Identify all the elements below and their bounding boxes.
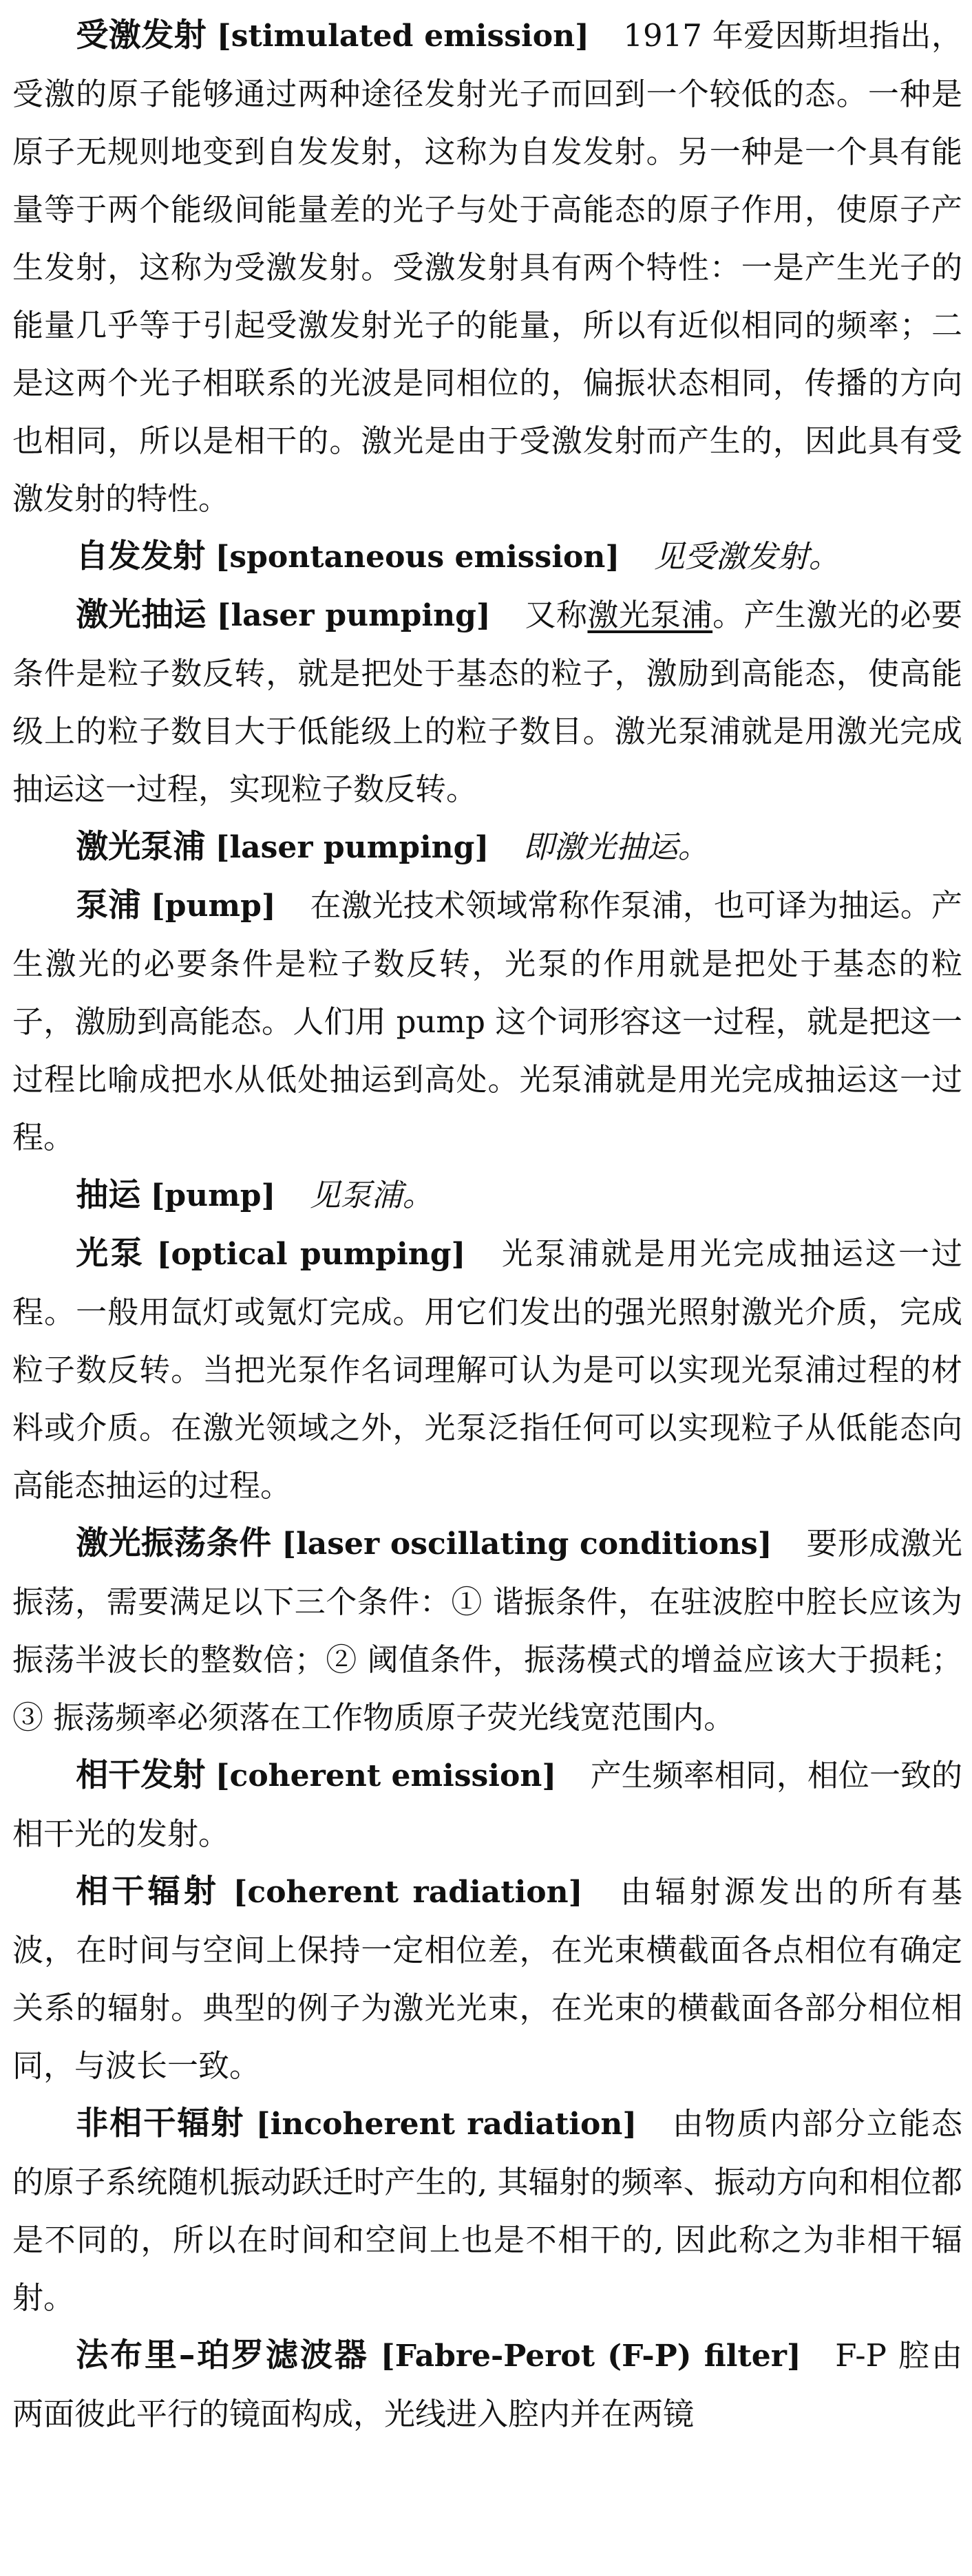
entry-spontaneous-emission: 自发发射 [spontaneous emission] 见受激发射。: [76, 537, 840, 575]
entry-definition: 产生频率相同，相位一致的相干光的发射。: [12, 1757, 963, 1852]
entry-definition: F-P 腔由两面彼此平行的镜面构成，光线进入腔内并在两镜: [12, 2337, 962, 2432]
entry-definition: 1917 年爱因斯坦指出，受激的原子能够通过两种途径发射光子而回到一个较低的态。一种是原子无规则地变到自发发射，这称为自发发射。另一种是一个具有能量等于两个能级间能量差的光子与处于高能态的原子作用，使原子产生发射，这称为受激发射。受激发射具有两个特性：一是产生光子的能量几乎等于引起受激发射光子的能量，所以有近似相同的频率；二是这两个光子相联系的光波是同相位的，偏振状态相同，传播的方向也相同，所以是相干的。激光是由于受激发射而产生的，因此具有受激发射的特性。: [12, 17, 963, 517]
entry-prefix: 又称: [525, 597, 588, 633]
entry-english-term: laser oscillating conditions: [296, 1526, 758, 1562]
entry-stimulated-emission: 受激发射 [stimulated emission] 1917 年爱因斯坦指出，受激的原子能够通过两种途径发射光子而回到一个较低的态。一种是原子无规则地变到自发发射，这称为自发发射。另一种是一个具有能量等于两个能级间能量差的光子与处于高能态的原子作用，使原子产生发射，这称为受激发射。受激发射具有两个特性：一是产生光子的能量几乎等于引起受激发射光子的能量，所以有近似相同的频率；二是这两个光子相联系的光波是同相位的，偏振状态相同，传播的方向也相同，所以是相干的。激光是由于受激发射而产生的，因此具有受激发射的特性。: [12, 17, 963, 517]
entry-definition: 。产生激光的必要条件是粒子数反转，就是把处于基态的粒子，激励到高能态，使高能级上的粒子数目大于低能级上的粒子数目。激光泵浦就是用激光完成抽运这一过程，实现粒子数反转。: [12, 597, 962, 807]
entry-pump: 泵浦 [pump] 在激光技术领域常称作泵浦，也可译为抽运。产生激光的必要条件是粒子数反转，光泵的作用就是把处于基态的粒子，激励到高能态。人们用 pump 这个词形容这一过程，就是把这一过程比喻成把水从低处抽运到高处。光泵浦就是用光完成抽运这一过程。: [12, 886, 962, 1156]
cross-reference: 见受激发射。: [653, 538, 840, 575]
entry-term: 抽运: [76, 1176, 141, 1214]
entry-term: 非相干辐射: [76, 2105, 245, 2142]
entry-english-term: spontaneous emission: [229, 540, 606, 575]
entry-definition: 要形成激光振荡，需要满足以下三个条件：① 谐振条件，在驻波腔中腔长应该为振荡半波长的整数倍；② 阈值条件，振荡模式的增益应该大于损耗；③ 振荡频率必须落在工作物质原子荧光线宽范围内。: [12, 1525, 962, 1736]
entry-definition: 由物质内部分立能态的原子系统随机振动跃迁时产生的, 其辐射的频率、振动方向和相位都是不同的，所以在时间和空间上也是不相干的, 因此称之为非相干辐射。: [12, 2105, 962, 2316]
entry-pump-alt: 抽运 [pump] 见泵浦。: [76, 1176, 434, 1214]
entry-fabry-perot-filter: 法布里–珀罗滤波器 [Fabre-Perot (F-P) filter] F-P 腔由两面彼此平行的镜面构成，光线进入腔内并在两镜: [12, 2337, 962, 2432]
entry-optical-pumping: 光泵 [optical pumping] 光泵浦就是用光完成抽运这一过程。一般用氙灯或氪灯完成。用它们发出的强光照射激光介质，完成粒子数反转。当把光泵作名词理解可认为是可以实现光泵浦过程的材料或介质。在激光领域之外，光泵泛指任何可以实现粒子从低能态向高能态抽运的过程。: [12, 1235, 962, 1504]
entry-term: 激光振荡条件: [76, 1524, 272, 1562]
entry-term: 激光泵浦: [76, 828, 206, 866]
entry-term: 相干发射: [76, 1756, 206, 1794]
entry-laser-pumping-alt: 激光泵浦 [laser pumping] 即激光抽运。: [76, 828, 709, 866]
entry-english-term: coherent emission: [229, 1758, 542, 1793]
entry-english-term: optical pumping: [171, 1237, 452, 1272]
entry-english-term: stimulated emission: [231, 19, 575, 54]
entry-english-term: laser pumping: [229, 830, 475, 865]
entry-term: 自发发射: [76, 537, 206, 575]
entry-english-term: pump: [165, 1178, 262, 1213]
entry-term: 泵浦: [76, 886, 141, 924]
entry-definition: 由辐射源发出的所有基波，在时间与空间上保持一定相位差，在光束横截面各点相位有确定关系的辐射。典型的例子为激光光束，在光束的横截面各部分相位相同，与波长一致。: [12, 1873, 962, 2084]
cross-reference: 见泵浦。: [309, 1177, 434, 1213]
entry-term: 光泵: [76, 1235, 145, 1273]
entry-laser-pumping: 激光抽运 [laser pumping] 又称激光泵浦。产生激光的必要条件是粒子数反转，就是把处于基态的粒子，激励到高能态，使高能级上的粒子数目大于低能级上的粒子数目。激光泵浦就是用激光完成抽运这一过程，实现粒子数反转。: [12, 596, 962, 807]
entry-english-term: laser pumping: [231, 598, 476, 633]
entry-term: 法布里–珀罗滤波器: [76, 2337, 369, 2374]
entry-definition: 在激光技术领域常称作泵浦，也可译为抽运。产生激光的必要条件是粒子数反转，光泵的作用就是把处于基态的粒子，激励到高能态。人们用 pump 这个词形容这一过程，就是把这一过程比喻成把水从低处抽运到高处。光泵浦就是用光完成抽运这一过程。: [12, 887, 962, 1156]
entry-term: 受激发射: [76, 17, 207, 54]
cross-reference: 即激光抽运。: [522, 829, 709, 865]
entry-definition: 光泵浦就是用光完成抽运这一过程。一般用氙灯或氪灯完成。用它们发出的强光照射激光介质，完成粒子数反转。当把光泵作名词理解可认为是可以实现光泵浦过程的材料或介质。在激光领域之外，光泵泛指任何可以实现粒子从低能态向高能态抽运的过程。: [12, 1235, 962, 1504]
entry-english-term: incoherent radiation: [270, 2107, 623, 2142]
entry-coherent-emission: 相干发射 [coherent emission] 产生频率相同，相位一致的相干光的发射。: [12, 1756, 963, 1852]
alternate-term: 激光泵浦: [587, 597, 713, 633]
entry-incoherent-radiation: 非相干辐射 [incoherent radiation] 由物质内部分立能态的原子系统随机振动跃迁时产生的, 其辐射的频率、振动方向和相位都是不同的，所以在时间和空间上也是不相干的, 因此称之为非相干辐射。: [12, 2105, 962, 2316]
entry-english-term: pump: [165, 888, 262, 924]
entry-english-term: coherent radiation: [247, 1875, 569, 1910]
entry-laser-oscillating-conditions: 激光振荡条件 [laser oscillating conditions] 要形成激光振荡，需要满足以下三个条件：① 谐振条件，在驻波腔中腔长应该为振荡半波长的整数倍；② 阈值条件，振荡模式的增益应该大于损耗；③ 振荡频率必须落在工作物质原子荧光线宽范围内。: [12, 1524, 962, 1736]
entry-term: 激光抽运: [76, 596, 207, 634]
entry-term: 相干辐射: [76, 1873, 220, 1910]
dictionary-page: [12, 7, 962, 2443]
entry-coherent-radiation: 相干辐射 [coherent radiation] 由辐射源发出的所有基波，在时间与空间上保持一定相位差，在光束横截面各点相位有确定关系的辐射。典型的例子为激光光束，在光束的横截面各部分相位相同，与波长一致。: [12, 1873, 962, 2084]
entry-english-term: Fabre-Perot (F-P) filter: [394, 2339, 787, 2374]
